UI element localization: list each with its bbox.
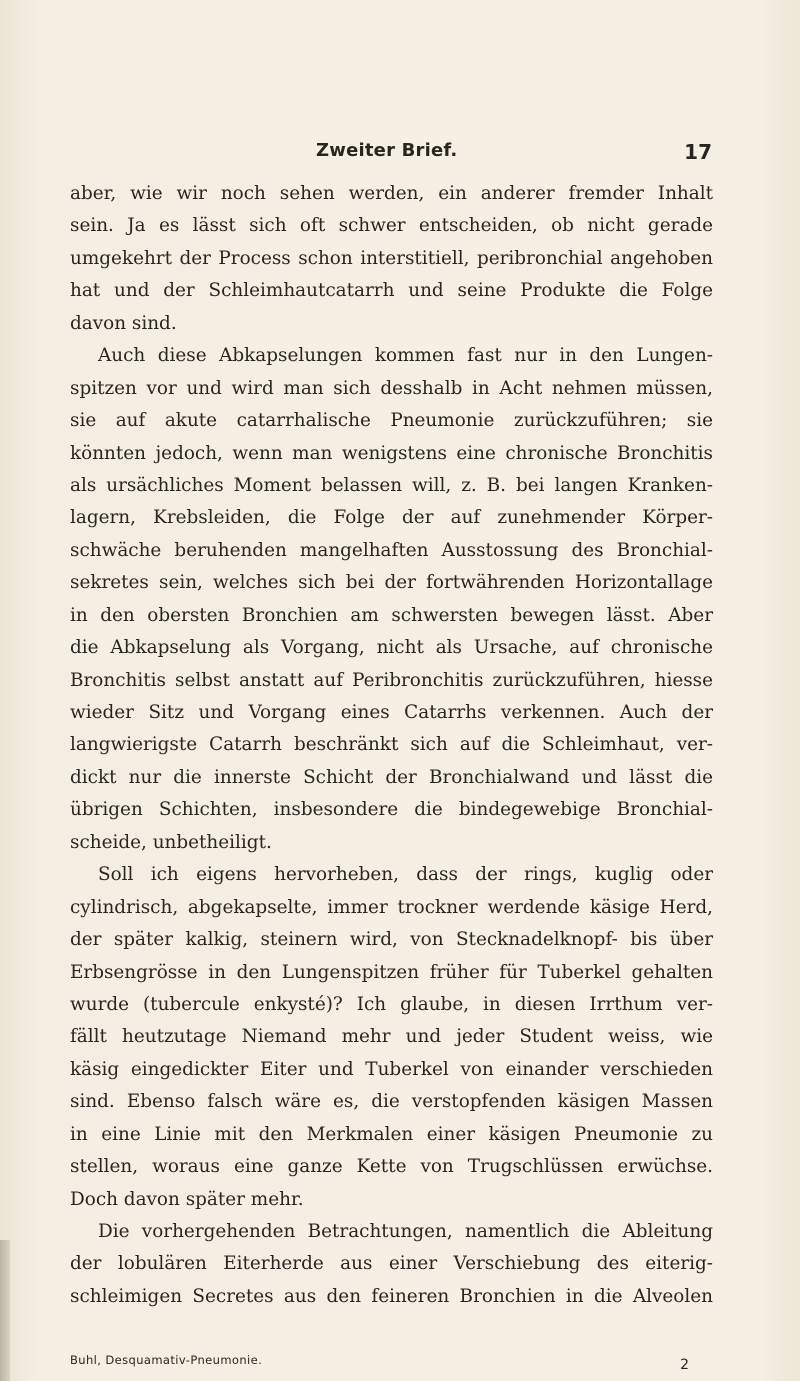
text-line: schwäche beruhenden mangelhaften Ausstossung des Bronchial-: [70, 539, 713, 561]
binding-shadow: [0, 1240, 10, 1381]
text-line: wurde (tubercule enkysté)? Ich glaube, in diesen Irrthum ver-: [70, 993, 713, 1015]
text-line: wieder Sitz und Vorgang eines Catarrhs verkennen. Auch der: [70, 702, 713, 723]
text-line: sind. Ebenso falsch wäre es, die verstopfenden käsigen Massen: [70, 1091, 713, 1113]
text-line: sekretes sein, welches sich bei der fortwährenden Horizontallage: [70, 572, 713, 594]
text-line: hat und der Schleimhautcatarrh und seine Produkte die Folge: [70, 280, 713, 302]
text-line: lagern, Krebsleiden, die Folge der auf zunehmender Körper-: [70, 507, 713, 529]
text-line: Bronchitis selbst anstatt auf Peribronchitis zurückzuführen, hiesse: [70, 669, 713, 691]
page-footer: [70, 1353, 713, 1377]
text-line: schleimigen Secretes aus den feineren Bronchien in die Alveolen: [70, 1285, 713, 1307]
text-line: in den obersten Bronchien am schwersten bewegen lässt. Aber: [70, 604, 713, 626]
text-line: der später kalkig, steinern wird, von Stecknadelknopf- bis über: [70, 929, 713, 951]
text-line: die Abkapselung als Vorgang, nicht als Ursache, auf chronische: [70, 637, 713, 659]
page-number: 17: [684, 140, 712, 164]
text-line: davon sind.: [70, 312, 177, 334]
text-line: stellen, woraus eine ganze Kette von Trugschlüssen erwüchse.: [70, 1156, 713, 1178]
text-line: dickt nur die innerste Schicht der Bronchialwand und lässt die: [70, 766, 713, 788]
sheet-number: 2: [680, 1357, 689, 1373]
footer-signature: Buhl, Desquamativ-Pneumonie.: [70, 1353, 263, 1367]
text-line: aber, wie wir noch sehen werden, ein anderer fremder Inhalt: [70, 183, 713, 204]
text-line: der lobulären Eiterherde aus einer Verschiebung des eiterig-: [70, 1253, 713, 1275]
text-line: Auch diese Abkapselungen kommen fast nur in den Lungen-: [98, 345, 713, 367]
text-line: Soll ich eigens hervorheben, dass der rings, kuglig oder: [98, 864, 713, 886]
text-line: Die vorhergehenden Betrachtungen, namentlich die Ableitung: [98, 1221, 713, 1242]
running-title: Zweiter Brief.: [316, 140, 458, 161]
text-line: in eine Linie mit den Merkmalen einer käsigen Pneumonie zu: [70, 1123, 713, 1145]
text-line: sie auf akute catarrhalische Pneumonie zurückzuführen; sie: [70, 410, 713, 432]
text-line: Erbsengrösse in den Lungenspitzen früher für Tuberkel gehalten: [70, 961, 713, 983]
text-line: Doch davon später mehr.: [70, 1188, 304, 1210]
text-line: fällt heutzutage Niemand mehr und jeder Student weiss, wie: [70, 1026, 713, 1048]
text-line: langwierigste Catarrh beschränkt sich auf die Schleimhaut, ver-: [70, 734, 713, 756]
text-line: scheide, unbetheiligt.: [70, 831, 272, 853]
page-header: [316, 140, 712, 168]
text-line: übrigen Schichten, insbesondere die bindegewebige Bronchial-: [70, 799, 713, 821]
text-line: spitzen vor und wird man sich desshalb in Acht nehmen müssen,: [70, 377, 713, 399]
text-line: umgekehrt der Process schon interstitiell, peribronchial angehoben: [70, 247, 713, 269]
text-line: cylindrisch, abgekapselte, immer trockner werdende käsige Herd,: [70, 896, 713, 918]
body-text: [70, 178, 713, 1313]
text-line: als ursächliches Moment belassen will, z. B. bei langen Kranken-: [70, 474, 713, 496]
text-line: käsig eingedickter Eiter und Tuberkel von einander verschieden: [70, 1058, 713, 1080]
text-line: sein. Ja es lässt sich oft schwer entscheiden, ob nicht gerade: [70, 215, 713, 237]
text-line: könnten jedoch, wenn man wenigstens eine chronische Bronchitis: [70, 442, 713, 464]
